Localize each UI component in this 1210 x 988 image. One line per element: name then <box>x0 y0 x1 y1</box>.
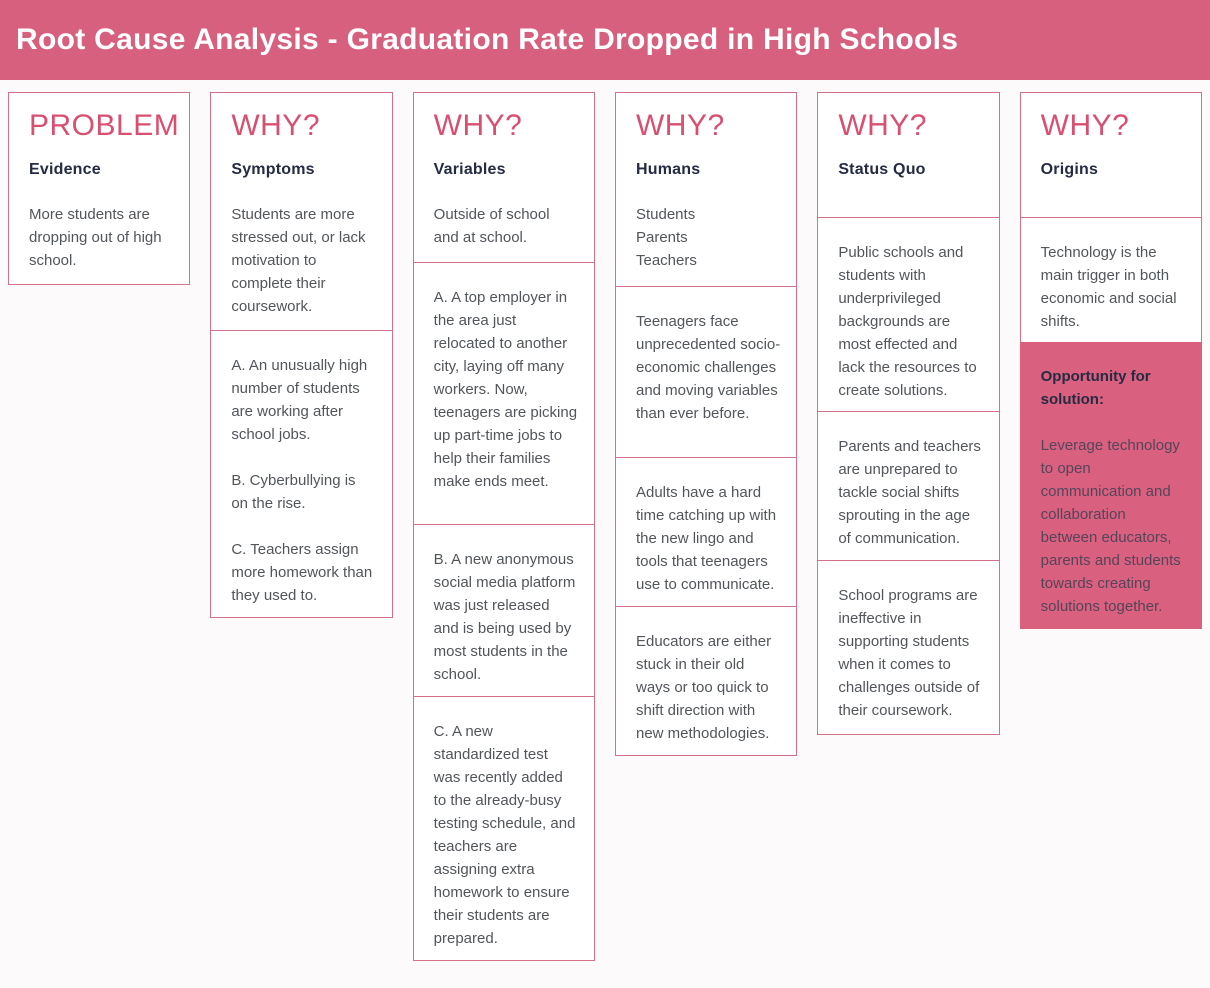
status-quo-why-title: WHY? <box>838 109 927 142</box>
variables-cause-b-card <box>413 524 595 697</box>
status-quo-cause-parents: Parents and teachers are unprepared to tackle social shifts sprouting in the age of communication. <box>838 438 981 547</box>
variables-subtitle: Variables <box>433 161 506 178</box>
variables-cause-a: A. A top employer in the area just relocated to another city, laying off many workers. Now, teenagers are picking up part-time jobs to help their families make ends meet. <box>433 288 578 490</box>
humans-cause-educators-card <box>615 606 797 756</box>
column-why-status-quo <box>817 92 999 735</box>
origins-subtitle: Origins <box>1040 161 1099 178</box>
symptoms-cause-c: C. Teachers assign more homework than they used to. <box>231 540 373 604</box>
humans-cause-educators: Educators are either stuck in their old ways or too quick to shift direction with new methodologies. <box>635 632 772 742</box>
symptoms-causes-card <box>210 330 392 618</box>
symptoms-cause-a: A. An unusually high number of students are working after school jobs. <box>231 356 368 443</box>
status-quo-cause-parents-card <box>817 411 999 561</box>
status-quo-cause-programs-card <box>817 560 999 735</box>
humans-group-teachers: Teachers <box>635 252 697 269</box>
problem-evidence-text: More students are dropping out of high school. <box>29 206 162 269</box>
humans-card <box>615 92 797 287</box>
status-quo-cause-schools: Public schools and students with underprivileged backgrounds are most effected and lack the resources to create solutions. <box>838 243 977 399</box>
opportunity-card <box>1020 342 1202 629</box>
origins-cause-technology-card <box>1020 217 1202 344</box>
analysis-board <box>0 80 1210 961</box>
variables-card <box>413 92 595 263</box>
symptoms-why-title: WHY? <box>231 109 321 142</box>
variables-intro-text: Outside of school and at school. <box>433 206 550 246</box>
page-header <box>0 0 1210 80</box>
opportunity-body: Leverage technology to open communication and collaboration between educators, parents and students towards creating solutions together. <box>1040 437 1181 615</box>
opportunity-heading: Opportunity for solution: <box>1040 368 1151 408</box>
variables-cause-a-card <box>413 262 595 526</box>
humans-subtitle: Humans <box>635 161 701 178</box>
humans-cause-adults-card <box>615 457 797 607</box>
column-why-origins <box>1020 92 1202 629</box>
symptoms-subtitle: Symptoms <box>231 161 315 178</box>
column-problem <box>8 92 190 285</box>
symptoms-intro-text: Students are more stressed out, or lack motivation to complete their coursework. <box>231 206 366 315</box>
variables-cause-c-card <box>413 696 595 961</box>
problem-subtitle: Evidence <box>29 161 101 178</box>
origins-cause-technology: Technology is the main trigger in both economic and social shifts. <box>1040 243 1177 330</box>
status-quo-cause-schools-card <box>817 217 999 413</box>
column-why-symptoms <box>210 92 392 618</box>
origins-card <box>1020 92 1202 218</box>
status-quo-card <box>817 92 999 218</box>
column-why-variables <box>413 92 595 961</box>
symptoms-cause-b: B. Cyberbullying is on the rise. <box>231 471 356 512</box>
humans-why-title: WHY? <box>635 109 725 142</box>
status-quo-cause-programs: School programs are ineffective in supporting students when it comes to challenges outside of their coursework. <box>838 586 980 719</box>
humans-group-students: Students <box>635 206 696 223</box>
problem-title: PROBLEM <box>29 109 180 142</box>
problem-card <box>8 92 190 285</box>
humans-group-parents: Parents <box>635 229 688 246</box>
page-title: Root Cause Analysis - Graduation Rate Dropped in High Schools <box>16 23 959 56</box>
origins-why-title: WHY? <box>1040 109 1130 142</box>
status-quo-subtitle: Status Quo <box>838 161 926 178</box>
column-why-humans <box>615 92 797 756</box>
symptoms-card <box>210 92 392 331</box>
humans-cause-adults: Adults have a hard time catching up with the new lingo and tools that teenagers use to communicate. <box>635 484 777 593</box>
variables-cause-c: C. A new standardized test was recently added to the already-busy testing schedule, and teachers are assigning extra homework to ensure their students are prepared. <box>433 722 576 947</box>
humans-cause-teenagers: Teenagers face unprecedented socio-economic challenges and moving variables than ever before. <box>635 312 781 422</box>
humans-cause-teenagers-card <box>615 286 797 459</box>
variables-cause-b: B. A new anonymous social media platform was just released and is being used by most students in the school. <box>433 551 576 683</box>
variables-why-title: WHY? <box>433 109 523 142</box>
